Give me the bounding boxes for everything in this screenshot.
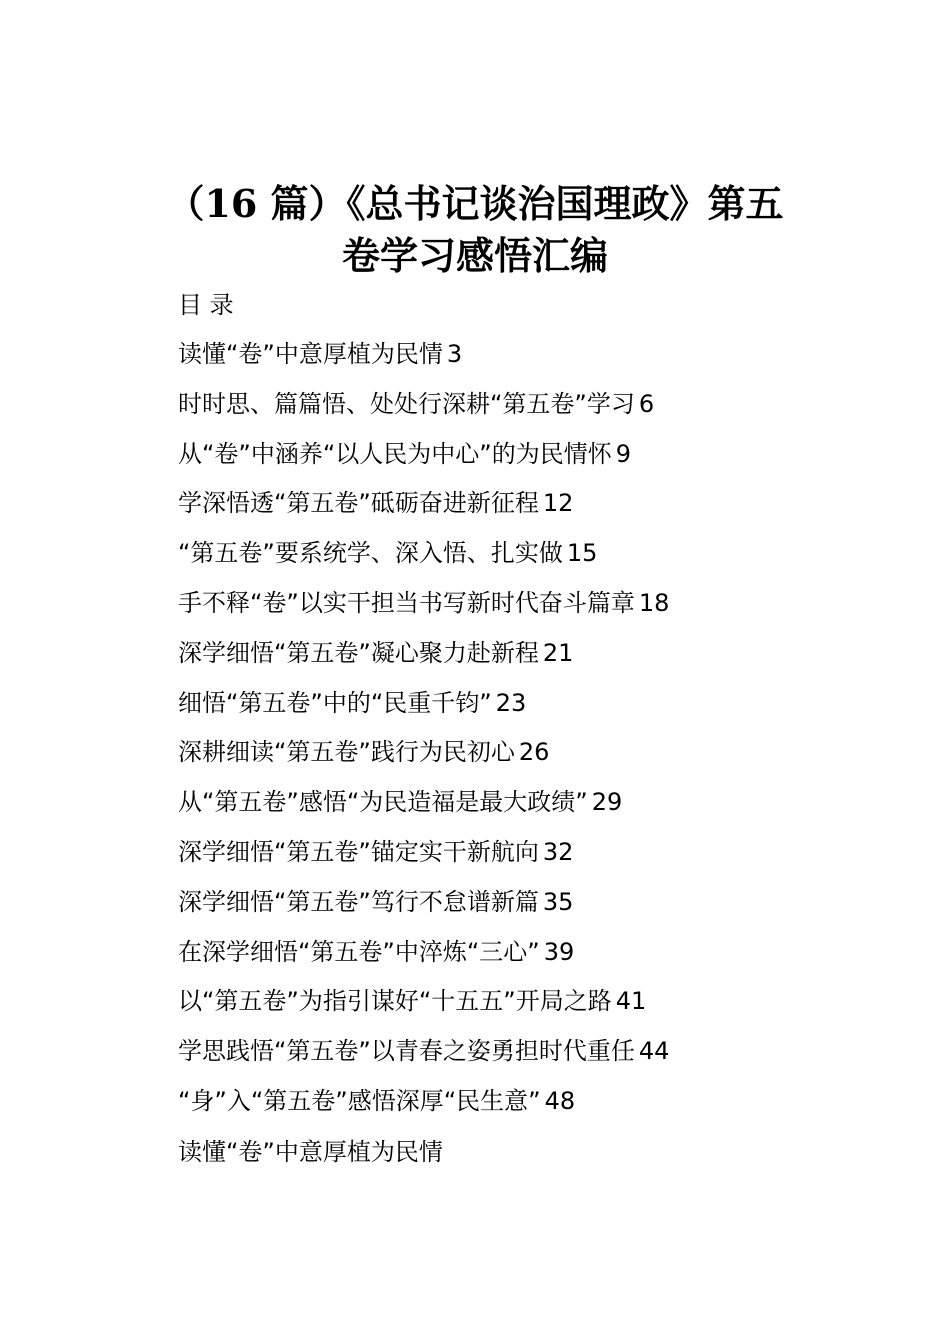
toc-entry[interactable] — [178, 629, 878, 679]
toc-entry-title: 读懂“卷”中意厚植为民情 — [178, 340, 443, 368]
toc-entry-page: 48 — [544, 1086, 576, 1115]
toc-entry-title: 以“第五卷”为指引谋好“十五五”开局之路 — [178, 987, 612, 1016]
toc-entry-page: 21 — [542, 638, 574, 667]
toc-entry[interactable] — [178, 330, 878, 380]
toc-entry-title: 手不释“卷”以实干担当书写新时代奋斗篇章 — [178, 588, 635, 617]
title-line-1: （16 篇）《总书记谈治国理政》第五 — [166, 181, 784, 226]
toc-heading: 目 录 — [178, 291, 234, 319]
toc-entry-title: “第五卷”要系统学、深入悟、扎实做 — [178, 539, 563, 568]
toc-entry-page: 29 — [591, 788, 623, 817]
toc-entry-title: 在深学细悟“第五卷”中淬炼“三心” — [178, 937, 540, 966]
toc-entry[interactable] — [178, 579, 878, 629]
toc-entry[interactable] — [178, 977, 878, 1027]
toc-list — [178, 330, 878, 1127]
toc-entry[interactable] — [178, 878, 878, 928]
toc-entry-title: 学深悟透“第五卷”砥砺奋进新征程 — [178, 489, 539, 518]
toc-entry-page: 23 — [495, 688, 527, 717]
toc-entry[interactable] — [178, 529, 878, 579]
toc-entry[interactable] — [178, 828, 878, 878]
toc-entry-title: “身”入“第五卷”感悟深厚“民生意” — [178, 1086, 541, 1115]
toc-entry[interactable] — [178, 479, 878, 529]
toc-entry[interactable] — [178, 1077, 878, 1127]
toc-entry-page: 18 — [638, 588, 670, 617]
toc-entry-title: 深耕细读“第五卷”践行为民初心 — [178, 738, 515, 767]
toc-entry-title: 细悟“第五卷”中的“民重千钧” — [178, 688, 492, 717]
toc-entry-page: 9 — [615, 439, 632, 468]
toc-entry-title: 时时思、篇篇悟、处处行深耕“第五卷”学习 — [178, 389, 635, 418]
toc-entry[interactable] — [178, 679, 878, 729]
toc-entry-page: 15 — [566, 539, 598, 568]
toc-entry-page: 3 — [446, 340, 463, 368]
toc-entry[interactable] — [178, 728, 878, 778]
toc-entry-page: 32 — [542, 837, 574, 866]
document-title — [60, 178, 890, 282]
section-start-title: 读懂“卷”中意厚植为民情 — [178, 1137, 443, 1166]
table-of-contents — [178, 280, 878, 1177]
toc-entry-page: 44 — [638, 1037, 670, 1066]
toc-entry-title: 学思践悟“第五卷”以青春之姿勇担时代重任 — [178, 1037, 635, 1066]
toc-entry-title: 深学细悟“第五卷”笃行不怠谱新篇 — [178, 887, 539, 916]
toc-entry-page: 35 — [542, 887, 574, 916]
toc-entry[interactable] — [178, 380, 878, 430]
toc-entry[interactable] — [178, 1027, 878, 1077]
toc-entry[interactable] — [178, 778, 878, 828]
toc-entry-title: 从“卷”中涵养“以人民为中心”的为民情怀 — [178, 439, 612, 468]
toc-entry[interactable] — [178, 928, 878, 978]
toc-entry-page: 41 — [615, 987, 647, 1016]
title-line-2: 卷学习感悟汇编 — [341, 233, 608, 278]
toc-entry[interactable] — [178, 430, 878, 480]
toc-entry-title: 深学细悟“第五卷”锚定实干新航向 — [178, 837, 539, 866]
toc-entry-page: 26 — [518, 738, 550, 767]
toc-entry-page: 12 — [542, 489, 574, 518]
toc-entry-title: 深学细悟“第五卷”凝心聚力赴新程 — [178, 638, 539, 667]
toc-entry-title: 从“第五卷”感悟“为民造福是最大政绩” — [178, 788, 588, 817]
toc-entry-page: 39 — [543, 937, 575, 966]
toc-entry-page: 6 — [638, 389, 655, 418]
